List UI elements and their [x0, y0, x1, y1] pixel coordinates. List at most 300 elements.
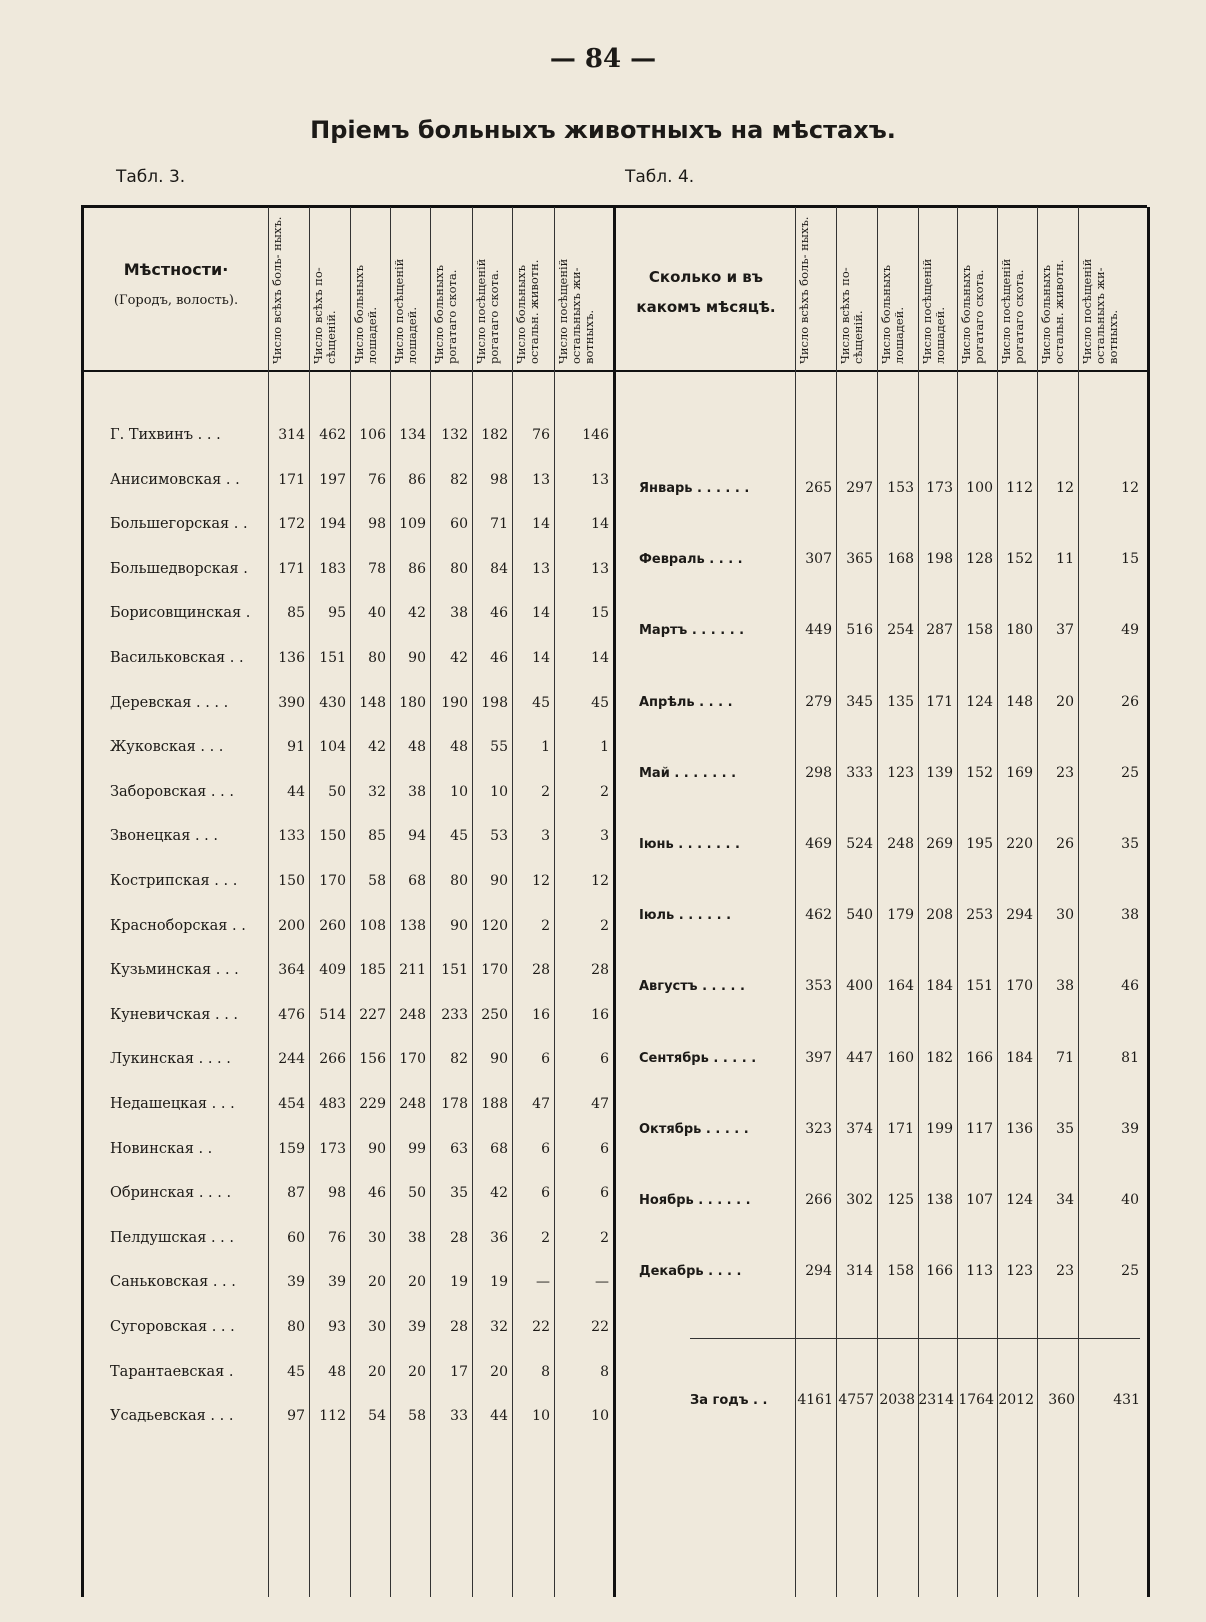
locality-value: 248 — [399, 1096, 426, 1112]
locality-value: 44 — [490, 1408, 508, 1425]
column-rule — [268, 207, 269, 1597]
month-value: 469 — [805, 836, 832, 852]
locality-name: Жуковская . . . — [110, 739, 224, 756]
column-rule — [512, 207, 513, 1597]
month-value: 123 — [1006, 1263, 1033, 1280]
month-value: 302 — [846, 1192, 873, 1208]
month-value: 35 — [1121, 836, 1139, 852]
locality-value: 6 — [541, 1051, 550, 1068]
page-title: Пріемъ больныхъ животныхъ на мѣстахъ. — [310, 116, 896, 144]
locality-value: 190 — [441, 694, 468, 711]
month-name: Іюнь . . . . . . . — [639, 837, 740, 852]
locality-value: 46 — [490, 650, 508, 666]
month-value: 184 — [1006, 1049, 1033, 1066]
locality-value: 266 — [319, 1051, 346, 1068]
locality-value: 98 — [368, 516, 386, 533]
locality-value: 15 — [591, 605, 609, 622]
locality-value: 46 — [490, 605, 508, 622]
locality-value: 45 — [532, 694, 550, 711]
locality-value: 76 — [532, 427, 550, 443]
table3-label: Табл. 3. — [116, 167, 186, 187]
locality-value: 483 — [319, 1096, 346, 1112]
locality-value: 30 — [368, 1319, 386, 1335]
locality-value: 95 — [328, 605, 346, 622]
table4-column-header: Число всѣхъ по- сѣщеній. — [838, 267, 865, 364]
locality-value: 45 — [450, 828, 468, 845]
locality-value: 58 — [408, 1408, 426, 1425]
locality-value: 28 — [591, 962, 609, 979]
locality-value: 35 — [450, 1185, 468, 1202]
month-value: 287 — [926, 622, 953, 639]
locality-name: Васильковская . . — [110, 650, 244, 666]
month-value: 124 — [1006, 1192, 1033, 1208]
locality-value: 76 — [368, 471, 386, 488]
month-value: 107 — [966, 1192, 993, 1208]
locality-value: 14 — [532, 650, 550, 666]
month-name: Мартъ . . . . . . — [639, 623, 745, 639]
locality-value: 112 — [319, 1408, 346, 1425]
locality-value: 227 — [359, 1006, 386, 1023]
locality-value: 6 — [600, 1185, 609, 1202]
locality-value: 104 — [319, 739, 346, 756]
locality-value: 200 — [278, 917, 305, 934]
month-value: 49 — [1121, 622, 1139, 639]
month-value: 26 — [1056, 836, 1074, 852]
locality-value: 150 — [278, 873, 305, 889]
locality-value: 1 — [600, 739, 609, 756]
column-rule — [309, 207, 310, 1597]
month-value: 171 — [926, 693, 953, 710]
month-value: 447 — [846, 1049, 873, 1066]
locality-value: 16 — [591, 1006, 609, 1023]
month-value: 46 — [1121, 978, 1139, 995]
locality-value: 13 — [532, 560, 550, 577]
locality-value: 13 — [532, 471, 550, 488]
locality-value: 60 — [287, 1229, 305, 1246]
locality-value: 48 — [328, 1363, 346, 1380]
locality-value: 54 — [368, 1408, 386, 1425]
locality-name: Саньковская . . . — [110, 1274, 236, 1291]
locality-value: 14 — [532, 516, 550, 533]
locality-value: 454 — [278, 1096, 305, 1112]
locality-value: 170 — [399, 1051, 426, 1068]
year-total-value: 431 — [1113, 1392, 1140, 1408]
locality-name: Обринская . . . . — [110, 1185, 232, 1202]
month-value: 71 — [1056, 1049, 1074, 1066]
year-total-value: 4757 — [838, 1392, 874, 1408]
locality-value: 86 — [408, 560, 426, 577]
month-value: 199 — [926, 1120, 953, 1137]
locality-value: 6 — [600, 1051, 609, 1068]
locality-value: 514 — [319, 1006, 346, 1023]
locality-value: 19 — [490, 1274, 508, 1291]
locality-value: 211 — [399, 962, 426, 979]
locality-value: 390 — [278, 694, 305, 711]
locality-value: 50 — [328, 783, 346, 800]
locality-value: 47 — [532, 1096, 550, 1112]
month-value: 314 — [846, 1263, 873, 1280]
locality-name: Недашецкая . . . — [110, 1096, 235, 1112]
month-value: 100 — [966, 480, 993, 496]
month-value: 173 — [926, 480, 953, 496]
table-divider — [613, 207, 616, 1597]
locality-value: 14 — [532, 605, 550, 622]
month-value: 37 — [1056, 622, 1074, 639]
locality-value: 28 — [450, 1229, 468, 1246]
locality-value: 132 — [441, 427, 468, 443]
locality-name: Тарантаевская . — [110, 1363, 234, 1380]
month-name: Январь . . . . . . — [639, 481, 750, 496]
locality-value: 86 — [408, 471, 426, 488]
locality-value: 90 — [408, 650, 426, 666]
locality-value: 148 — [359, 694, 386, 711]
month-value: 125 — [887, 1192, 914, 1208]
locality-value: 108 — [359, 917, 386, 934]
column-rule — [997, 207, 998, 1597]
table3-column-header: Число больныхъ остальн. животн. — [514, 259, 541, 364]
locality-value: 20 — [408, 1363, 426, 1380]
month-value: 524 — [846, 836, 873, 852]
month-value: 540 — [846, 907, 873, 924]
month-value: 171 — [887, 1120, 914, 1137]
locality-value: 2 — [600, 783, 609, 800]
locality-value: 120 — [481, 917, 508, 934]
locality-value: 63 — [450, 1140, 468, 1157]
locality-value: 45 — [287, 1363, 305, 1380]
month-value: 365 — [846, 551, 873, 568]
locality-value: 171 — [278, 471, 305, 488]
locality-value: 46 — [368, 1185, 386, 1202]
locality-value: 10 — [490, 783, 508, 800]
locality-name: Большегорская . . — [110, 516, 248, 533]
month-name: Октябрь . . . . . — [639, 1121, 749, 1137]
table4-column-header: Число всѣхъ боль- ныхъ. — [797, 216, 811, 364]
month-value: 269 — [926, 836, 953, 852]
month-value: 208 — [926, 907, 953, 924]
year-total-value: 1764 — [958, 1392, 994, 1408]
month-column-title-line1: Сколько и въ — [648, 268, 764, 286]
locality-value: 364 — [278, 962, 305, 979]
month-value: 40 — [1121, 1192, 1139, 1208]
month-value: 248 — [887, 836, 914, 852]
locality-name: Большедворская . — [110, 560, 248, 577]
month-value: 266 — [805, 1192, 832, 1208]
column-rule — [836, 207, 837, 1597]
month-value: 220 — [1006, 836, 1033, 852]
locality-value: 80 — [450, 560, 468, 577]
locality-value: 409 — [319, 962, 346, 979]
table4-column-header: Число посѣщеній рогатаго скота. — [999, 258, 1026, 364]
locality-value: 197 — [319, 471, 346, 488]
column-rule — [472, 207, 473, 1597]
locality-value: 38 — [450, 605, 468, 622]
month-value: 307 — [805, 551, 832, 568]
locality-value: 47 — [591, 1096, 609, 1112]
locality-value: 13 — [591, 560, 609, 577]
month-value: 25 — [1121, 1263, 1139, 1280]
month-value: 345 — [846, 693, 873, 710]
month-value: 169 — [1006, 764, 1033, 781]
locality-value: 170 — [319, 873, 346, 889]
locality-value: 38 — [408, 783, 426, 800]
table4-column-header: Число посѣщеній лошадей. — [920, 258, 947, 364]
month-value: 117 — [966, 1120, 993, 1137]
month-value: 152 — [1006, 551, 1033, 568]
locality-value: 6 — [541, 1140, 550, 1157]
month-value: 294 — [1006, 907, 1033, 924]
month-value: 26 — [1121, 693, 1139, 710]
locality-name: Деревская . . . . — [110, 694, 229, 711]
month-value: 516 — [846, 622, 873, 639]
table4-column-header: Число больныхъ остальн. животн. — [1039, 259, 1066, 364]
locality-name: Пелдушская . . . — [110, 1229, 235, 1246]
locality-value: 78 — [368, 560, 386, 577]
locality-value: 42 — [450, 650, 468, 666]
month-value: 112 — [1006, 480, 1033, 496]
locality-name: Усадьевская . . . — [110, 1408, 234, 1425]
month-value: 113 — [966, 1263, 993, 1280]
locality-value: 45 — [591, 694, 609, 711]
year-total-value: 2012 — [998, 1392, 1034, 1408]
month-value: 81 — [1121, 1049, 1139, 1066]
locality-value: 22 — [532, 1319, 550, 1335]
locality-value: 2 — [541, 917, 550, 934]
locality-value: 233 — [441, 1006, 468, 1023]
locality-value: 159 — [278, 1140, 305, 1157]
locality-value: 156 — [359, 1051, 386, 1068]
table4-column-header: Число посѣщеній остальныхъ жи- вотныхъ. — [1080, 258, 1120, 364]
locality-name: Куневичская . . . — [110, 1006, 239, 1023]
locality-value: 151 — [441, 962, 468, 979]
locality-value: 55 — [490, 739, 508, 756]
month-name: Августъ . . . . . — [639, 979, 745, 995]
column-rule — [390, 207, 391, 1597]
column-rule — [957, 207, 958, 1597]
locality-value: 82 — [450, 1051, 468, 1068]
locality-value: 71 — [490, 516, 508, 533]
locality-value: 10 — [450, 783, 468, 800]
locality-name: Кузьминская . . . — [110, 962, 239, 979]
column-rule — [877, 207, 878, 1597]
locality-value: 98 — [328, 1185, 346, 1202]
table3-column-header: Число всѣхъ боль- ныхъ. — [270, 216, 284, 364]
locality-value: 93 — [328, 1319, 346, 1335]
locality-value: 109 — [399, 516, 426, 533]
month-value: 153 — [887, 480, 914, 496]
month-value: 152 — [966, 764, 993, 781]
table3-column-header: Число посѣщеній лошадей. — [392, 258, 419, 364]
year-total-value: 360 — [1048, 1392, 1075, 1408]
month-value: 20 — [1056, 693, 1074, 710]
month-name: Февраль . . . . — [639, 552, 743, 568]
month-value: 164 — [887, 978, 914, 995]
locality-value: 20 — [408, 1274, 426, 1291]
locality-value: 151 — [319, 650, 346, 666]
locality-value: 173 — [319, 1140, 346, 1157]
month-value: 34 — [1056, 1192, 1074, 1208]
month-value: 23 — [1056, 764, 1074, 781]
locality-value: 40 — [368, 605, 386, 622]
locality-value: 314 — [278, 427, 305, 443]
locality-value: 68 — [490, 1140, 508, 1157]
locality-value: 44 — [287, 783, 305, 800]
locality-value: 94 — [408, 828, 426, 845]
locality-value: 42 — [408, 605, 426, 622]
month-value: 136 — [1006, 1120, 1033, 1137]
locality-value: 97 — [287, 1408, 305, 1425]
locality-value: 28 — [532, 962, 550, 979]
month-value: 35 — [1056, 1120, 1074, 1137]
locality-value: 182 — [481, 427, 508, 443]
month-value: 279 — [805, 693, 832, 710]
month-value: 297 — [846, 480, 873, 496]
month-value: 195 — [966, 836, 993, 852]
locality-name: Г. Тихвинъ . . . — [110, 427, 221, 443]
locality-value: 28 — [450, 1319, 468, 1335]
month-value: 253 — [966, 907, 993, 924]
month-value: 25 — [1121, 764, 1139, 781]
locality-value: 133 — [278, 828, 305, 845]
table3-column-header: Число посѣщеній остальныхъ жи- вотныхъ. — [556, 258, 596, 364]
locality-name: Анисимовская . . — [110, 471, 240, 488]
locality-value: 39 — [408, 1319, 426, 1335]
month-value: 11 — [1056, 551, 1074, 568]
locality-value: 2 — [541, 1229, 550, 1246]
locality-value: 16 — [532, 1006, 550, 1023]
month-value: 124 — [966, 693, 993, 710]
locality-value: 248 — [399, 1006, 426, 1023]
locality-value: 136 — [278, 650, 305, 666]
column-rule — [1037, 207, 1038, 1597]
locality-value: 91 — [287, 739, 305, 756]
table4-column-header: Число больныхъ лошадей. — [879, 265, 906, 364]
locality-value: 99 — [408, 1140, 426, 1157]
locality-value: 185 — [359, 962, 386, 979]
locality-value: 150 — [319, 828, 346, 845]
table4-column-header: Число больныхъ рогатаго скота. — [959, 265, 986, 364]
locality-value: 90 — [368, 1140, 386, 1157]
locality-value: 20 — [368, 1363, 386, 1380]
locality-value: 2 — [541, 783, 550, 800]
locality-value: 32 — [490, 1319, 508, 1335]
month-value: 12 — [1056, 480, 1074, 496]
locality-value: 39 — [328, 1274, 346, 1291]
month-value: 38 — [1056, 978, 1074, 995]
month-column-title-line2: какомъ мѣсяцѣ. — [636, 298, 776, 316]
month-value: 333 — [846, 764, 873, 781]
locality-name: Заборовская . . . — [110, 783, 234, 800]
locality-value: 90 — [490, 873, 508, 889]
month-value: 400 — [846, 978, 873, 995]
month-value: 170 — [1006, 978, 1033, 995]
locality-value: 188 — [481, 1096, 508, 1112]
locality-value: 38 — [408, 1229, 426, 1246]
locality-value: 80 — [450, 873, 468, 889]
table4-header — [618, 262, 794, 322]
month-value: 30 — [1056, 907, 1074, 924]
locality-value: 146 — [582, 427, 609, 443]
month-value: 151 — [966, 978, 993, 995]
locality-value: 430 — [319, 694, 346, 711]
locality-value: 250 — [481, 1006, 508, 1023]
month-value: 294 — [805, 1263, 832, 1280]
locality-value: 33 — [450, 1408, 468, 1425]
month-value: 158 — [887, 1263, 914, 1280]
locality-name: Красноборская . . — [110, 917, 246, 934]
month-value: 353 — [805, 978, 832, 995]
locality-value: 90 — [450, 917, 468, 934]
month-value: 166 — [966, 1049, 993, 1066]
table3-column-header: Число больныхъ рогатаго скота. — [432, 265, 459, 364]
locality-value: 90 — [490, 1051, 508, 1068]
locality-value: 32 — [368, 783, 386, 800]
locality-value: 13 — [591, 471, 609, 488]
locality-value: 85 — [368, 828, 386, 845]
locality-column-title: Мѣстности· — [123, 260, 229, 279]
month-name: Іюль . . . . . . — [639, 908, 732, 924]
locality-value: 42 — [368, 739, 386, 756]
month-value: 148 — [1006, 693, 1033, 710]
month-value: 39 — [1121, 1120, 1139, 1137]
table3-column-header: Число больныхъ лошадей. — [352, 265, 379, 364]
column-rule — [430, 207, 431, 1597]
locality-value: 22 — [591, 1319, 609, 1335]
locality-value: 60 — [450, 516, 468, 533]
locality-name: Кострипская . . . — [110, 873, 238, 889]
locality-value: 3 — [600, 828, 609, 845]
month-value: 180 — [1006, 622, 1033, 639]
locality-value: 229 — [359, 1096, 386, 1112]
month-value: 23 — [1056, 1263, 1074, 1280]
column-rule — [918, 207, 919, 1597]
month-value: 160 — [887, 1049, 914, 1066]
month-value: 128 — [966, 551, 993, 568]
locality-value: 80 — [287, 1319, 305, 1335]
locality-value: 260 — [319, 917, 346, 934]
month-value: 397 — [805, 1049, 832, 1066]
month-value: 198 — [926, 551, 953, 568]
locality-value: 476 — [278, 1006, 305, 1023]
month-name: Сентябрь . . . . . — [639, 1050, 757, 1066]
year-total-label: За годъ . . — [690, 1393, 768, 1408]
column-rule — [350, 207, 351, 1597]
month-value: 123 — [887, 764, 914, 781]
column-rule — [795, 207, 796, 1597]
locality-value: 106 — [359, 427, 386, 443]
locality-value: 12 — [591, 873, 609, 889]
locality-value: 3 — [541, 828, 550, 845]
locality-name: Новинская . . — [110, 1140, 213, 1157]
locality-value: 68 — [408, 873, 426, 889]
locality-value: 80 — [368, 650, 386, 666]
table3-column-header: Число посѣщеній рогатаго скота. — [474, 258, 501, 364]
month-value: 15 — [1121, 551, 1139, 568]
locality-value: 1 — [541, 739, 550, 756]
locality-value: 58 — [368, 873, 386, 889]
month-value: 254 — [887, 622, 914, 639]
locality-value: 8 — [541, 1363, 550, 1380]
month-value: 139 — [926, 764, 953, 781]
locality-value: 48 — [450, 739, 468, 756]
locality-value: 84 — [490, 560, 508, 577]
locality-value: 198 — [481, 694, 508, 711]
month-value: 158 — [966, 622, 993, 639]
locality-value: 172 — [278, 516, 305, 533]
locality-value: 180 — [399, 694, 426, 711]
month-value: 184 — [926, 978, 953, 995]
locality-value: 178 — [441, 1096, 468, 1112]
column-rule — [1078, 207, 1079, 1597]
